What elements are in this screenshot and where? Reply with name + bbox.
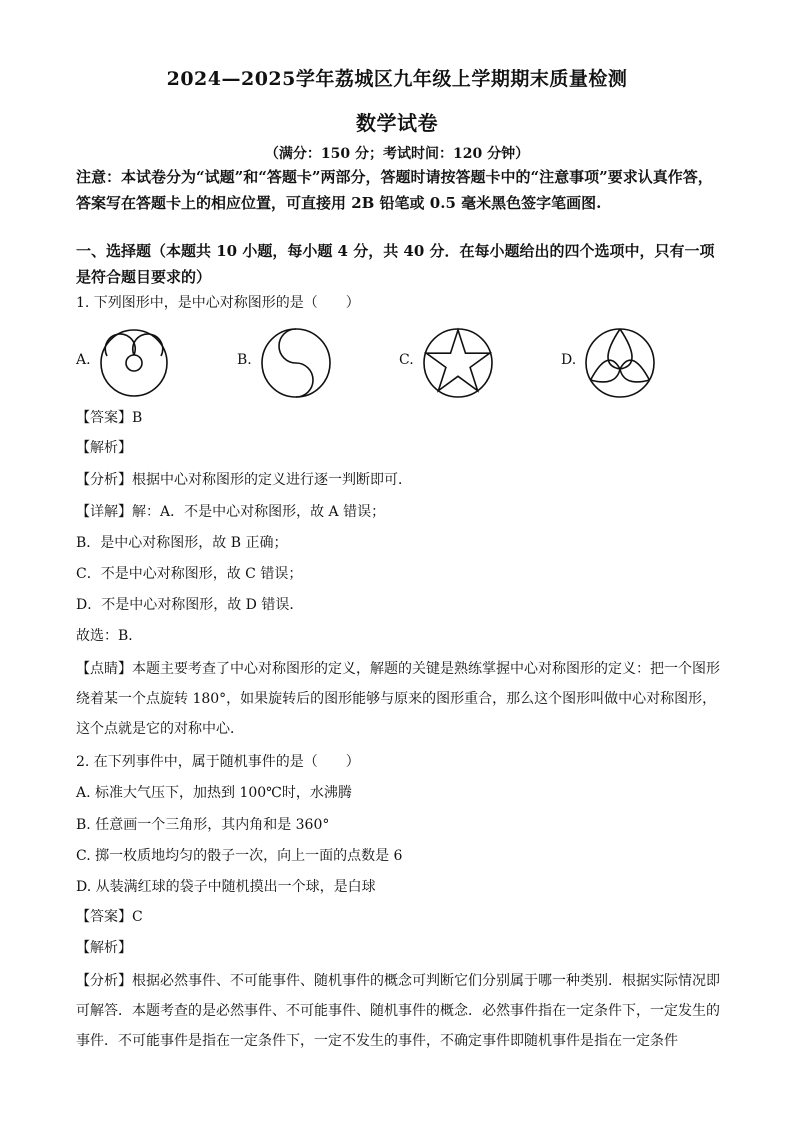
exam-title: 2024—2025学年荔城区九年级上学期期末质量检测 — [166, 68, 628, 90]
option-c-figure — [420, 325, 496, 401]
notice-text: 注意：本试卷分为“试题”和“答题卡”两部分，答题时请按答题卡中的“注意事项”要求认真作答，答案写在答题卡上的相应位置，可直接用 2B 铅笔或 0.5 毫米黑色签字笔画图. — [76, 168, 713, 212]
exam-subtitle: 数学试卷 — [356, 111, 438, 135]
option-b-label: B. — [237, 352, 252, 368]
option-a-label: A. — [76, 352, 91, 368]
option-d-label: D. — [561, 352, 577, 368]
option-d-figure — [582, 325, 658, 401]
question-1-detail-line: C．不是中心对称图形，故 C 错误； — [76, 566, 303, 582]
question-1-detail-line: 故选：B． — [76, 628, 143, 644]
question-1-analysis: 【分析】根据中心对称图形的定义进行逐一判断即可． — [76, 472, 412, 488]
question-2-jiexi: 【解析】 — [76, 940, 132, 956]
question-1-comment: 【点睛】本题主要考查了中心对称图形的定义，解题的关键是熟练掌握中心对称图形的定义：把一个图形绕着某一个点旋转 180°，如果旋转后的图形能够与原来的图形重合，那么这个图形叫做中心对称图形，这个点就是它的对称中心． — [76, 661, 720, 737]
question-2-answer: 【答案】C — [76, 909, 143, 925]
question-1-stem: 1. 下列图形中，是中心对称图形的是（ ） — [76, 295, 360, 311]
question-1-answer: 【答案】B — [76, 410, 143, 426]
section-heading: 一、选择题（本题共 10 小题，每小题 4 分，共 40 分．在每小题给出的四个选项中，只有一项是符合题目要求的） — [76, 242, 715, 286]
question-2-stem: 2. 在下列事件中，属于随机事件的是（ ） — [76, 754, 360, 770]
question-1-detail-line: B．是中心对称图形，故 B 正确； — [76, 535, 288, 551]
question-2-analysis: 【分析】根据必然事件、不可能事件、随机事件的概念可判断它们分别属于哪一种类别．根据实际情况即可解答．本题考查的是必然事件、不可能事件、随机事件的概念．必然事件指在一定条件下，一定发生的事件．不可能事件是指在一定条件下，一定不发生的事件，不确定事件即随机事件是指在一定条件 — [76, 973, 720, 1049]
question-2-option-c: C. 掷一枚质地均匀的骰子一次，向上一面的点数是 6 — [76, 848, 403, 864]
option-b-figure — [258, 325, 334, 401]
option-a-figure — [96, 325, 172, 401]
question-2-option-a: A. 标准大气压下，加热到 100℃时，水沸腾 — [76, 785, 352, 801]
question-1-detail-line: D．不是中心对称图形，故 D 错误． — [76, 597, 304, 613]
question-1-jiexi: 【解析】 — [76, 440, 132, 456]
option-c-label: C. — [399, 352, 414, 368]
question-2-option-d: D. 从装满红球的袋子中随机摸出一个球，是白球 — [76, 879, 376, 895]
question-1-detail-line: 【详解】解：A．不是中心对称图形，故 A 错误； — [76, 504, 386, 520]
exam-meta: （满分：150 分；考试时间：120 分钟） — [264, 146, 530, 162]
question-2-option-b: B. 任意画一个三角形，其内角和是 360° — [76, 817, 330, 833]
